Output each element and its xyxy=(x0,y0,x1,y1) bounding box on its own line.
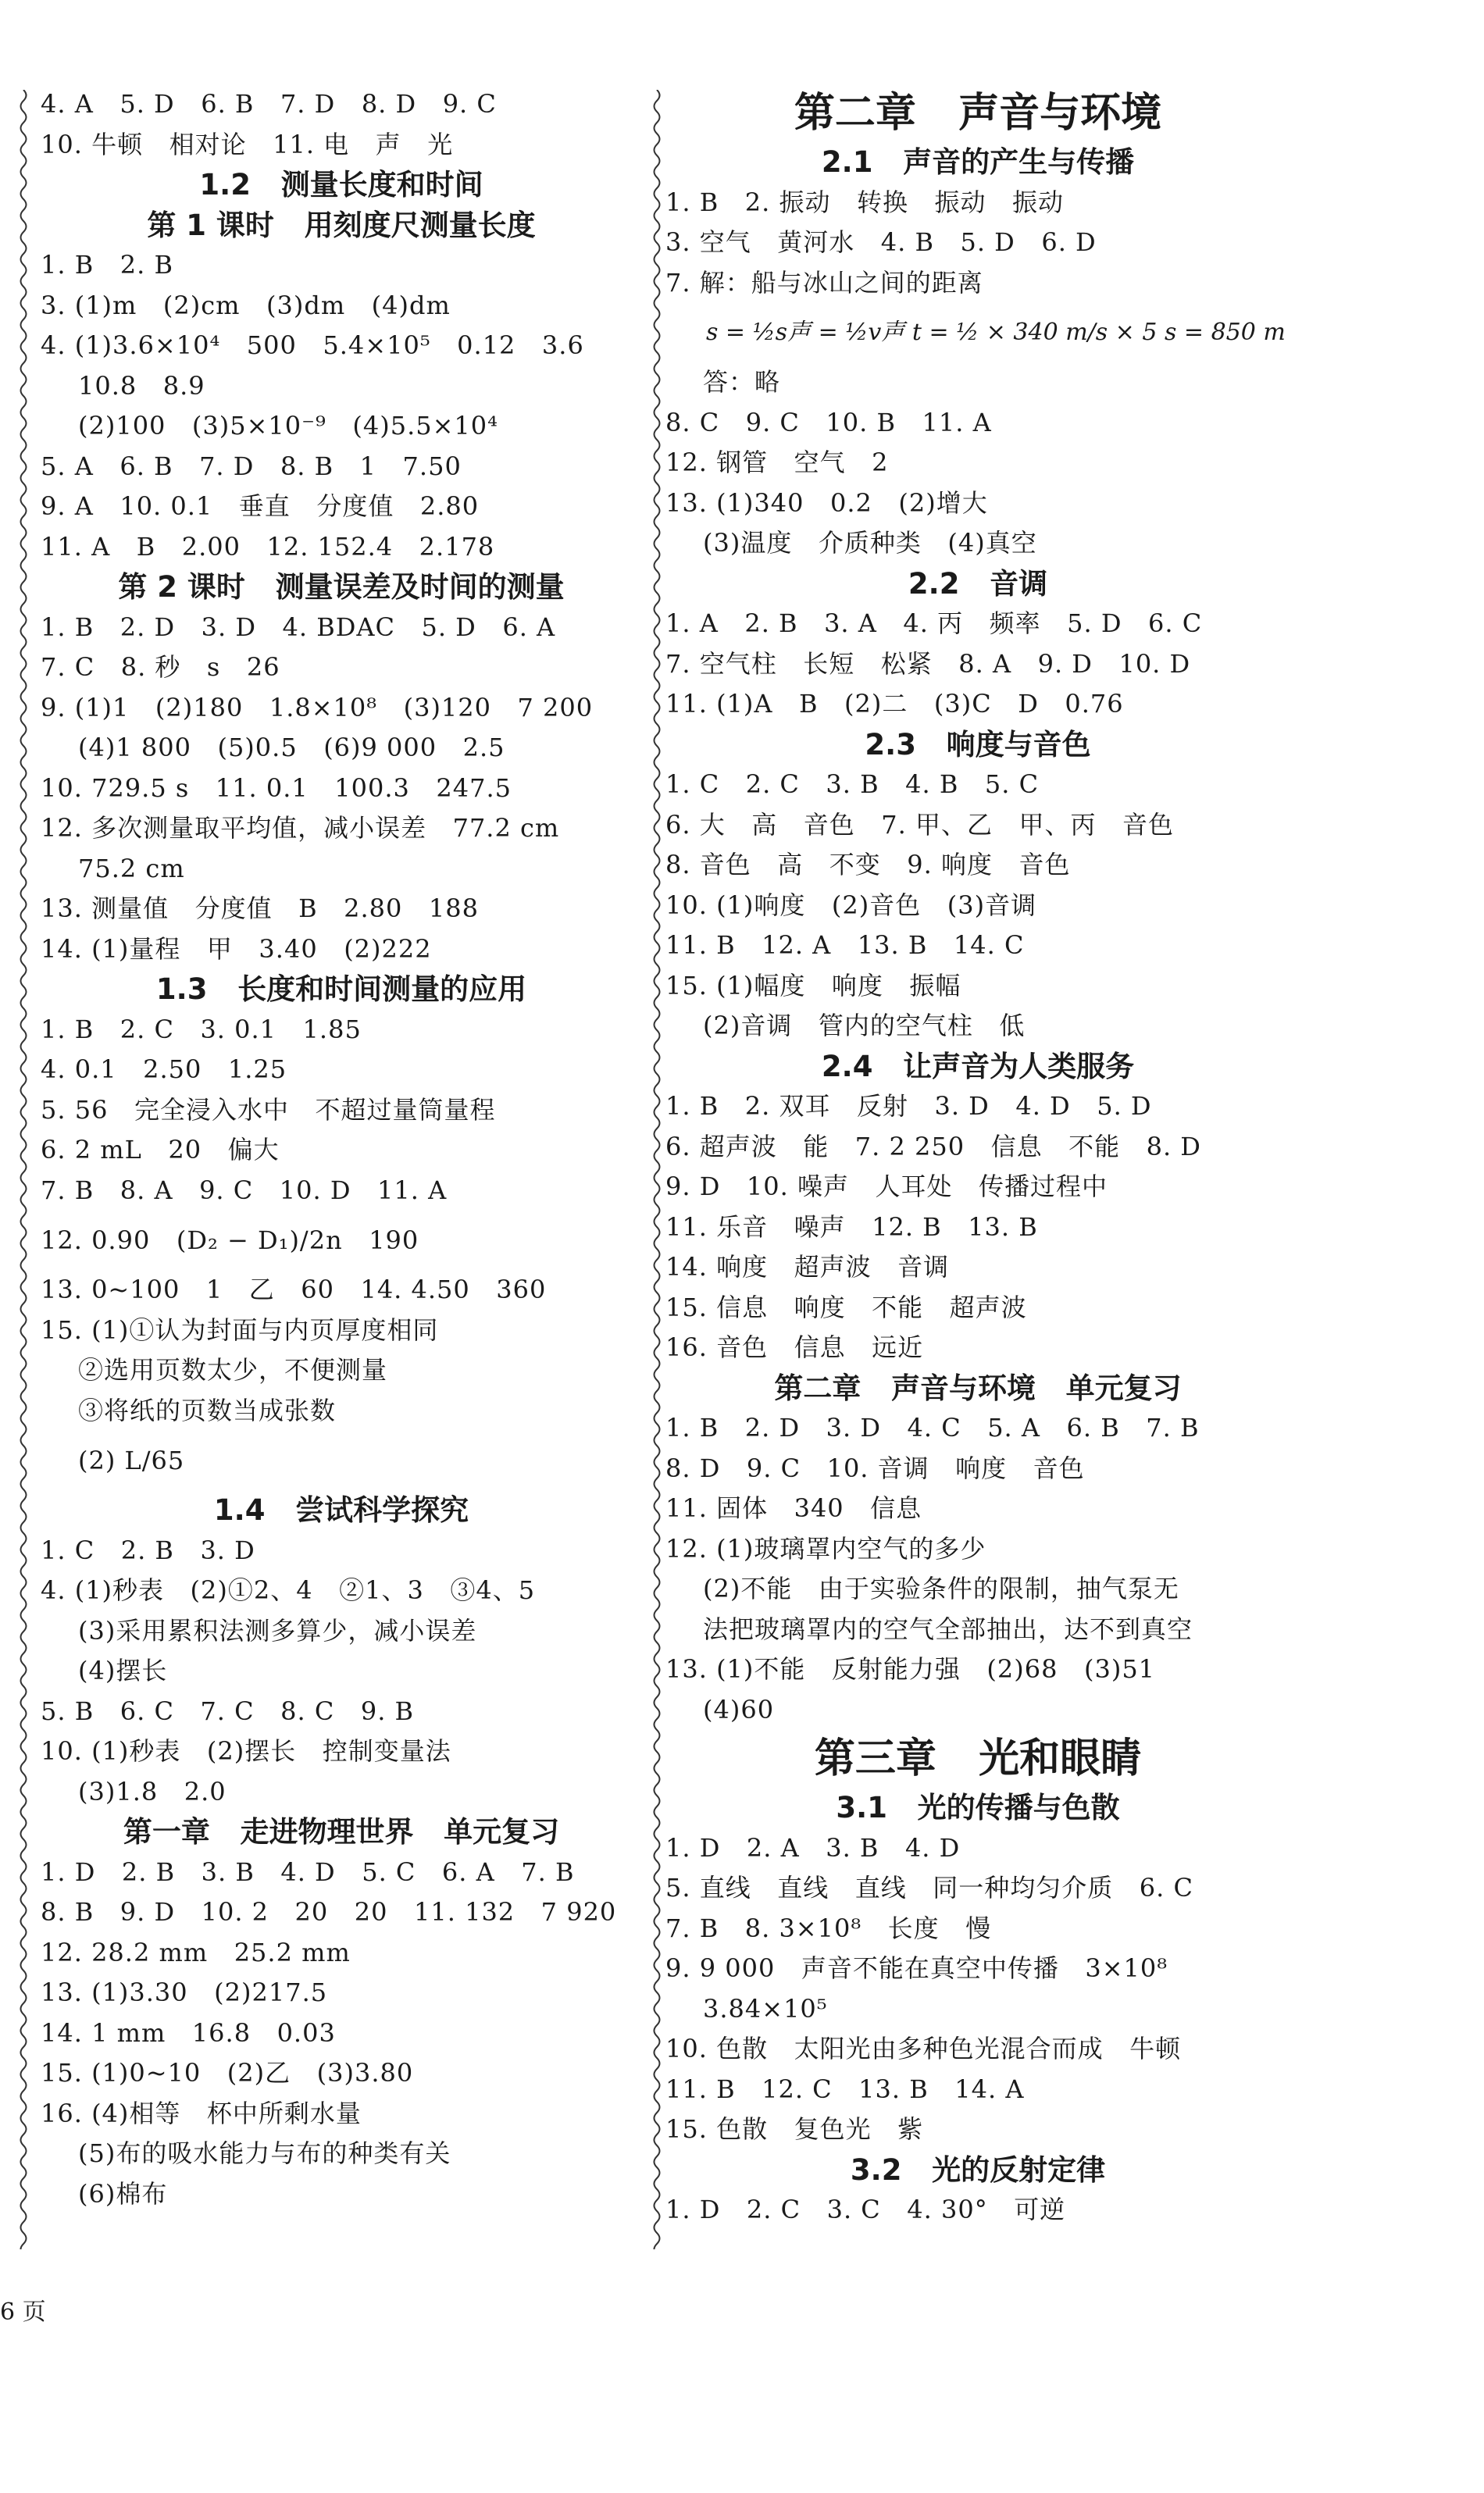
answer-line: 7. 空气柱 长短 松紧 8. A 9. D 10. D xyxy=(665,648,1191,679)
answer-line: 11. (1)A B (2)二 (3)C D 0.76 xyxy=(665,689,1124,719)
answer-line: 12. 28.2 mm 25.2 mm xyxy=(41,1937,351,1967)
answer-line: 7. B 8. 3×10⁸ 长度 慢 xyxy=(665,1913,992,1943)
answer-line: 1. C 2. C 3. B 4. B 5. C xyxy=(665,769,1040,799)
section-heading: 2.1 声音的产生与传播 xyxy=(821,145,1135,179)
answer-line: 10.8 8.9 xyxy=(78,370,205,401)
answer-line: 11. 乐音 噪声 12. B 13. B xyxy=(665,1211,1038,1242)
answer-line: 13. 测量值 分度值 B 2.80 188 xyxy=(41,893,479,923)
answer-line: (4)摆长 xyxy=(78,1656,168,1685)
answer-line: 8. 音色 高 不变 9. 响度 音色 xyxy=(665,850,1071,879)
answer-line: 9. (1)1 (2)180 1.8×10⁸ (3)120 7 200 xyxy=(41,692,594,722)
answer-line: 11. 固体 340 信息 xyxy=(665,1493,922,1523)
answer-line: 11. B 12. A 13. B 14. C xyxy=(665,930,1025,960)
section-heading: 1.3 长度和时间测量的应用 xyxy=(155,972,527,1006)
answer-line: 10. 牛顿 相对论 11. 电 声 光 xyxy=(41,129,454,159)
answer-line: 12. 0.90 (D₂ − D₁)/2n 190 xyxy=(41,1225,419,1255)
answer-line: 16. (4)相等 杯中所剩水量 xyxy=(41,2098,362,2128)
answer-line: 10. (1)响度 (2)音色 (3)音调 xyxy=(665,890,1037,920)
answer-line: (2)不能 由于实验条件的限制，抽气泵无 xyxy=(703,1574,1179,1603)
answer-line: 11. A B 2.00 12. 152.4 2.178 xyxy=(41,531,495,562)
section-heading: 2.4 让声音为人类服务 xyxy=(821,1049,1135,1083)
answer-line: (5)布的吸水能力与布的种类有关 xyxy=(78,2138,451,2168)
answer-line: 1. B 2. D 3. D 4. BDAC 5. D 6. A xyxy=(41,612,556,642)
answer-line: 1. B 2. B xyxy=(41,250,173,280)
answer-line: 7. 解：船与冰山之间的距离 xyxy=(665,267,983,298)
section-heading: 2.3 响度与音色 xyxy=(865,727,1091,761)
answer-line: 15. 色散 复色光 紫 xyxy=(665,2114,924,2144)
answer-line: 6. 大 高 音色 7. 甲、乙 甲、丙 音色 xyxy=(665,809,1174,840)
answer-line: ③将纸的页数当成张数 xyxy=(78,1395,337,1425)
answer-line: 15. (1)①认为封面与内页厚度相同 xyxy=(41,1314,439,1345)
answer-line: 8. B 9. D 10. 2 20 20 11. 132 7 920 xyxy=(41,1897,617,1927)
answer-line: (2) L/65 xyxy=(78,1446,185,1475)
answer-line: 10. (1)秒表 (2)摆长 控制变量法 xyxy=(41,1736,451,1766)
answer-line: 10. 色散 太阳光由多种色光混合而成 牛顿 xyxy=(665,2034,1182,2063)
left-column xyxy=(41,84,642,2214)
page-number: 6 页 xyxy=(0,2299,46,2326)
chapter-heading: 第二章 声音与环境 xyxy=(794,90,1162,137)
answer-line: 14. 响度 超声波 音调 xyxy=(665,1252,950,1282)
answer-line: 14. (1)量程 甲 3.40 (2)222 xyxy=(41,933,432,964)
answer-line: 5. 56 完全浸入水中 不超过量筒量程 xyxy=(41,1094,496,1125)
answer-line: 5. 直线 直线 直线 同一种均匀介质 6. C xyxy=(665,1873,1193,1903)
answer-line: (3)采用累积法测多算少，减小误差 xyxy=(78,1615,477,1646)
answer-line: 12. 钢管 空气 2 xyxy=(665,448,889,477)
answer-line: 13. (1)不能 反射能力强 (2)68 (3)51 xyxy=(665,1654,1156,1684)
section-heading: 第 2 课时 测量误差及时间的测量 xyxy=(118,570,565,604)
answer-line: (4)1 800 (5)0.5 (6)9 000 2.5 xyxy=(78,733,505,762)
section-heading: 第一章 走进物理世界 单元复习 xyxy=(123,1815,560,1849)
section-heading: 1.4 尝试科学探究 xyxy=(213,1493,469,1527)
answer-line: (4)60 xyxy=(703,1694,775,1724)
section-heading: 3.1 光的传播与色散 xyxy=(836,1791,1120,1824)
answer-line: (3)温度 介质种类 (4)真空 xyxy=(703,528,1037,558)
answer-line: 答：略 xyxy=(703,367,781,397)
answer-line: 1. A 2. B 3. A 4. 丙 频率 5. D 6. C xyxy=(665,608,1203,638)
answer-line: 8. D 9. C 10. 音调 响度 音色 xyxy=(665,1453,1085,1483)
answer-line: 15. (1)幅度 响度 振幅 xyxy=(665,970,961,1000)
chapter-heading: 第三章 光和眼睛 xyxy=(814,1735,1142,1782)
answer-line: 4. A 5. D 6. B 7. D 8. D 9. C xyxy=(41,89,497,119)
answer-line: 4. 0.1 2.50 1.25 xyxy=(41,1054,287,1084)
answer-line: 12. (1)玻璃罩内空气的多少 xyxy=(665,1533,986,1564)
answer-line: (2)100 (3)5×10⁻⁹ (4)5.5×10⁴ xyxy=(78,411,498,440)
answer-line: (6)棉布 xyxy=(78,2178,168,2209)
section-heading: 第二章 声音与环境 单元复习 xyxy=(774,1371,1182,1405)
answer-line: 9. 9 000 声音不能在真空中传播 3×10⁸ xyxy=(665,1953,1168,1983)
answer-line: 3. (1)m (2)cm (3)dm (4)dm xyxy=(41,290,451,320)
section-heading: 第 1 课时 用刻度尺测量长度 xyxy=(147,208,536,242)
answer-line: 1. D 2. A 3. B 4. D xyxy=(665,1832,961,1863)
answer-line: 6. 超声波 能 7. 2 250 信息 不能 8. D xyxy=(665,1131,1201,1161)
center-wavy-divider xyxy=(651,90,663,2249)
answer-line: 1. D 2. B 3. B 4. D 5. C 6. A 7. B xyxy=(41,1856,575,1887)
answer-line: 7. C 8. 秒 s 26 xyxy=(41,652,280,682)
formula-line: s = ½s声 = ½v声 t = ½ × 340 m/s × 5 s = 850 m xyxy=(706,319,1286,346)
answer-line: 5. A 6. B 7. D 8. B 1 7.50 xyxy=(41,451,462,481)
answer-line: 1. B 2. C 3. 0.1 1.85 xyxy=(41,1014,362,1044)
answer-line: 8. C 9. C 10. B 11. A xyxy=(665,407,992,437)
answer-line: 6. 2 mL 20 偏大 xyxy=(41,1135,280,1164)
answer-line: 13. (1)3.30 (2)217.5 xyxy=(41,1978,328,2007)
answer-line: 15. (1)0~10 (2)乙 (3)3.80 xyxy=(41,2058,414,2088)
answer-line: 75.2 cm xyxy=(78,853,185,883)
answer-line: 16. 音色 信息 远近 xyxy=(665,1332,924,1362)
section-heading: 3.2 光的反射定律 xyxy=(850,2152,1106,2187)
answer-line: (3)1.8 2.0 xyxy=(78,1776,227,1806)
answer-line: 法把玻璃罩内的空气全部抽出，达不到真空 xyxy=(703,1614,1193,1644)
answer-line: 4. (1)秒表 (2)①2、4 ②1、3 ③4、5 xyxy=(41,1575,536,1605)
answer-line: 14. 1 mm 16.8 0.03 xyxy=(41,2017,336,2048)
right-column xyxy=(665,84,1290,2231)
answer-line: 7. B 8. A 9. C 10. D 11. A xyxy=(41,1175,448,1205)
answer-line: 10. 729.5 s 11. 0.1 100.3 247.5 xyxy=(41,772,512,803)
answer-line: 9. D 10. 噪声 人耳处 传播过程中 xyxy=(665,1172,1108,1201)
section-heading: 1.2 测量长度和时间 xyxy=(199,168,483,202)
answer-line: 1. B 2. D 3. D 4. C 5. A 6. B 7. B xyxy=(665,1413,1200,1443)
answer-line: 15. 信息 响度 不能 超声波 xyxy=(665,1292,1027,1322)
answer-line: 12. 多次测量取平均值，减小误差 77.2 cm xyxy=(41,813,560,843)
section-heading: 2.2 音调 xyxy=(908,566,1048,601)
answer-line: 1. B 2. 振动 转换 振动 振动 xyxy=(665,187,1064,217)
answer-line: 3. 空气 黄河水 4. B 5. D 6. D xyxy=(665,227,1097,257)
answer-line: 5. B 6. C 7. C 8. C 9. B xyxy=(41,1696,415,1726)
answer-line: 13. 0~100 1 乙 60 14. 4.50 360 xyxy=(41,1275,547,1304)
answer-line: 9. A 10. 0.1 垂直 分度值 2.80 xyxy=(41,491,480,521)
left-wavy-border xyxy=(17,90,30,2249)
answer-line: 1. B 2. 双耳 反射 3. D 4. D 5. D xyxy=(665,1091,1152,1121)
answer-line: ②选用页数太少，不便测量 xyxy=(78,1355,388,1385)
answer-line: 4. (1)3.6×10⁴ 500 5.4×10⁵ 0.12 3.6 xyxy=(41,330,584,360)
answer-line: 11. B 12. C 13. B 14. A xyxy=(665,2074,1025,2104)
answer-line: 13. (1)340 0.2 (2)增大 xyxy=(665,487,988,518)
answer-line: (2)音调 管内的空气柱 低 xyxy=(703,1011,1026,1040)
answer-line: 1. C 2. B 3. D xyxy=(41,1535,255,1565)
answer-line: 1. D 2. C 3. C 4. 30° 可逆 xyxy=(665,2195,1066,2224)
answer-line: 3.84×10⁵ xyxy=(703,1993,828,2024)
